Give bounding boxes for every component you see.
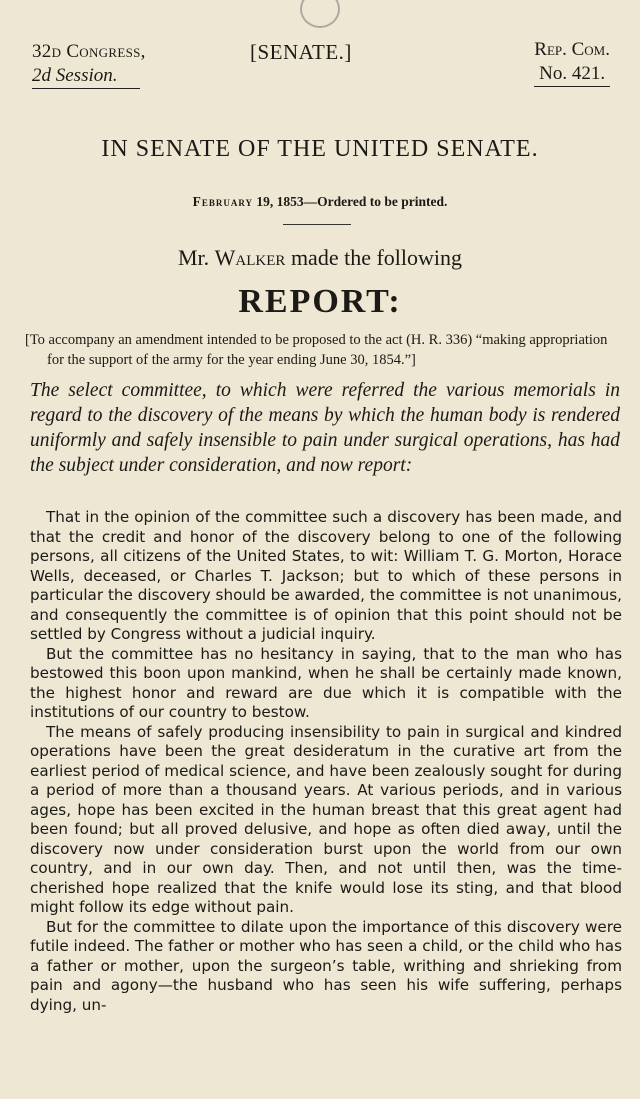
bracket-note <box>25 330 618 370</box>
bracket-note-text: [To accompany an amendment intended to be proposed to the act (H. R. 336) “making appropriation for the support of the army for the year ending June 30, 1854.”] <box>25 332 608 368</box>
document-header <box>32 40 610 100</box>
chamber-label: [SENATE.] <box>250 40 352 64</box>
divider <box>283 224 351 225</box>
senate-title: IN SENATE OF THE UNITED SENATE. <box>101 136 539 162</box>
senator-name: Walker <box>214 245 286 270</box>
body-paragraph: But for the committee to dilate upon the importance of this discovery were futile indeed. The father or mother who has seen a child, or the child who has a father or mother, upon the surgeon’s table, writhing and shrieking from pain and agony—the husband who has seen his wife suffering, perhaps dying, un- <box>30 917 622 1014</box>
order-month: February <box>192 194 254 209</box>
rep-com-label: Rep. Com. <box>534 39 610 60</box>
order-text: 19, 1853—Ordered to be printed. <box>256 194 448 209</box>
report-body <box>30 508 622 1015</box>
preamble: The select committee, to which were referred the various memorials in regard to the discovery of the means by which the human body is rendered uniformly and safely insensible to pain under surgical operations, has had the subject under consideration, and now report: <box>30 380 620 476</box>
made-suffix: made the following <box>290 245 463 270</box>
congress-session-block <box>32 40 146 89</box>
order-line <box>0 194 640 210</box>
made-prefix: Mr. <box>177 245 210 270</box>
made-line <box>0 245 640 271</box>
session-label: 2d Session. <box>32 64 140 89</box>
report-number-block <box>534 38 610 87</box>
library-stamp-icon <box>300 0 340 28</box>
body-paragraph: But the committee has no hesitancy in saying, that to the man who has bestowed this boon upon mankind, when he shall be certainly made known, the highest honor and reward are due which it is compatible with the institutions of our country to bestow. <box>30 644 622 721</box>
congress-label: 32d Congress, <box>32 41 146 62</box>
body-paragraph: That in the opinion of the committee such a discovery has been made, and that the credit and honor of the discovery belong to one of the following persons, all citizens of the United States, to wit: William T. G. Morton, Horace Wells, deceased, or Charles T. Jackson; but to which of these persons in particular the discovery should be awarded, the committee is not unanimous, and consequently the committee is of opinion that this point should not be settled by Congress without a judicial inquiry. <box>30 508 622 643</box>
report-number: No. 421. <box>534 62 610 87</box>
body-paragraph: The means of safely producing insensibility to pain in surgical and kindred operations have been the great desideratum in the curative art from the earliest period of medical science, and have been zealously sought for during a period of more than a thousand years. At various periods, and in various ages, hope has been excited in the human breast that this great agent had been found; but all proved delusive, and hope as often died away, until the discovery now under consideration burst upon the world from our own country, and in our own day. Then, and not until then, was the time-cherished hope realized that the knife would lose its sting, and that blood might follow its edge without pain. <box>30 722 622 916</box>
report-heading: REPORT: <box>238 283 402 320</box>
